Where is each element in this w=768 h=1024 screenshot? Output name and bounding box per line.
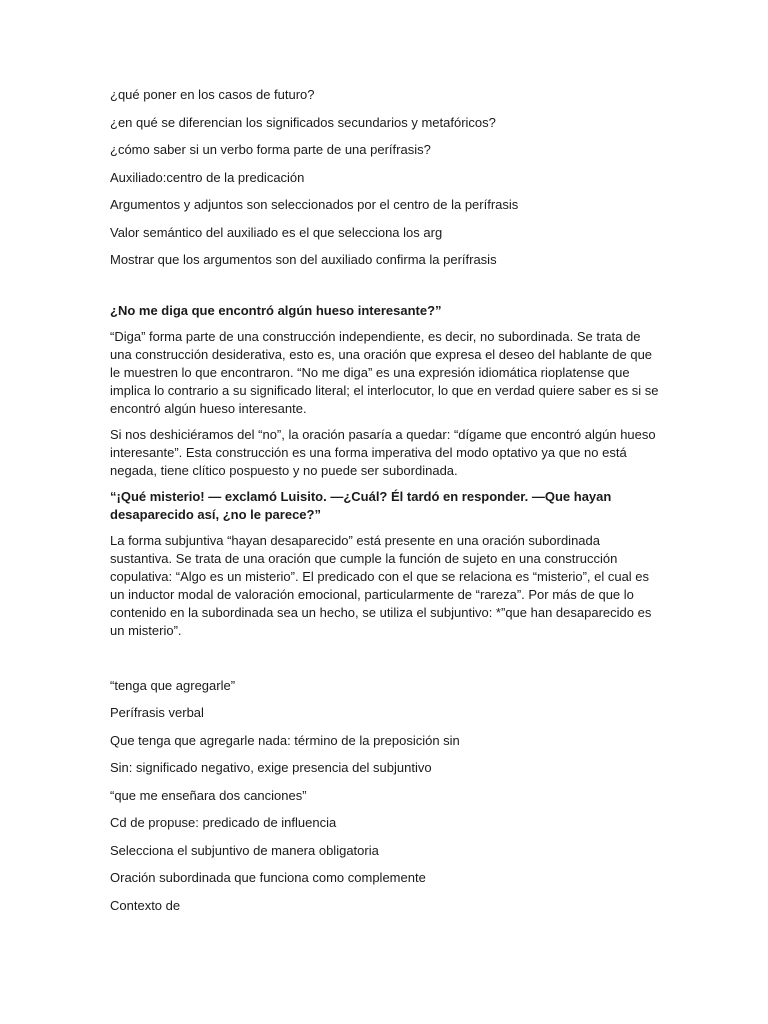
note-line: Contexto de bbox=[110, 897, 181, 913]
note-line: Que tenga que agregarle nada: término de la preposición sin bbox=[110, 732, 460, 748]
paragraph: La forma subjuntiva “hayan desaparecido” está presente en una oración subordinada sustantiva. Se trata de una oración que cumple la función de sujeto en una construcción copulativa: “Algo es un misterio”. El predicado con el que se relaciona es “misterio”, el cual es un inductor modal de valoración emocional, particularmente de “rareza”. Por más de que lo contenido en la subordinada sea un hecho, se utiliza el subjuntivo: *”que han desaparecido es un misterio”. bbox=[110, 532, 652, 638]
document-body bbox=[110, 86, 660, 924]
spacer bbox=[110, 648, 660, 677]
section-heading: “¡Qué misterio! — exclamó Luisito. —¿Cuál? Él tardó en responder. —Que hayan desaparecido así, ¿no le parece?” bbox=[110, 488, 612, 522]
spacer bbox=[110, 279, 660, 302]
paragraph: Si nos deshiciéramos del “no”, la oración pasaría a quedar: “dígame que encontró algún hueso interesante”. Esta construcción es una forma imperativa del modo optativo ya que no está negada, tiene clítico pospuesto y no puede ser subordinada. bbox=[110, 426, 656, 478]
note-line: ¿en qué se diferencian los significados secundarios y metafóricos? bbox=[110, 114, 496, 130]
note-line: “tenga que agregarle” bbox=[110, 677, 236, 693]
section-heading: ¿No me diga que encontró algún hueso interesante?” bbox=[110, 302, 442, 318]
note-line: Auxiliado:centro de la predicación bbox=[110, 169, 305, 185]
note-line: Selecciona el subjuntivo de manera obligatoria bbox=[110, 842, 379, 858]
note-line: Cd de propuse: predicado de influencia bbox=[110, 815, 337, 830]
note-line: ¿qué poner en los casos de futuro? bbox=[110, 87, 315, 102]
note-line: Mostrar que los argumentos son del auxiliado confirma la perífrasis bbox=[110, 252, 497, 267]
note-line: Argumentos y adjuntos son seleccionados por el centro de la perífrasis bbox=[110, 197, 519, 212]
note-line: Sin: significado negativo, exige presencia del subjuntivo bbox=[110, 760, 432, 775]
note-line: Perífrasis verbal bbox=[110, 705, 204, 720]
paragraph: “Diga” forma parte de una construcción independiente, es decir, no subordinada. Se trata de una construcción desiderativa, esto es, una oración que expresa el deseo del hablante de que le muestren lo que encontraron. “No me diga” es una expresión idiomática rioplatense que implica lo contrario a su significado literal; el interlocutor, lo que en verdad quiere saber es si se encontró algún hueso interesante. bbox=[110, 328, 659, 416]
note-line: ¿cómo saber si un verbo forma parte de una perífrasis? bbox=[110, 142, 431, 157]
note-line: Valor semántico del auxiliado es el que selecciona los arg bbox=[110, 224, 443, 240]
note-line: Oración subordinada que funciona como complemente bbox=[110, 870, 426, 885]
note-line: “que me enseñara dos canciones” bbox=[110, 787, 307, 803]
